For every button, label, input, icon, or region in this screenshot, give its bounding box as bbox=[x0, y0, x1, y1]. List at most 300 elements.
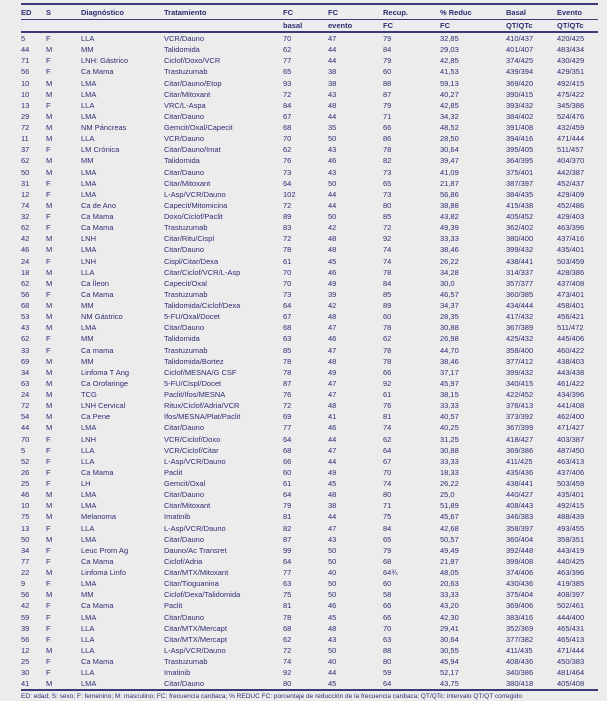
cell-tratamiento: Citar/MTX/Mercapt bbox=[164, 623, 227, 633]
cell-fc_basal: 67 bbox=[283, 111, 292, 121]
cell-diagnostico: Ca Mama bbox=[81, 223, 114, 233]
cell-basal_qt: 384/402 bbox=[506, 111, 534, 121]
cell-diagnostico: NM Páncreas bbox=[81, 123, 127, 132]
cell-tratamiento: L-Asp/VCR/Dauno bbox=[164, 523, 226, 533]
cell-reduc_fc: 45,67 bbox=[440, 512, 459, 522]
cell-basal_qt: 364/395 bbox=[506, 156, 534, 166]
cell-ed: 26 bbox=[21, 467, 30, 477]
cell-recup_fc: 88 bbox=[383, 78, 392, 88]
cell-s: M bbox=[46, 590, 53, 600]
cell-s: M bbox=[46, 490, 53, 500]
cell-fc_basal: 62 bbox=[283, 634, 292, 644]
cell-evento_qt: 511/472 bbox=[557, 323, 584, 333]
table-row bbox=[21, 600, 598, 611]
cell-fc_basal: 62 bbox=[283, 45, 292, 55]
cell-fc_basal: 72 bbox=[283, 200, 292, 210]
cell-s: M bbox=[46, 167, 53, 177]
cell-diagnostico: LLA bbox=[81, 100, 95, 110]
cell-recup_fc: 65 bbox=[383, 534, 392, 544]
cell-recup_fc: 88 bbox=[383, 645, 392, 655]
cell-fc_evento: 50 bbox=[328, 590, 337, 600]
cell-diagnostico: LMA bbox=[81, 679, 97, 689]
cell-fc_basal: 89 bbox=[283, 212, 292, 221]
table-row bbox=[21, 55, 598, 66]
cell-fc_evento: 43 bbox=[328, 534, 337, 544]
cell-ed: 69 bbox=[21, 356, 30, 366]
cell-fc_basal: 61 bbox=[283, 256, 292, 266]
cell-basal_qt: 358/400 bbox=[506, 345, 534, 355]
cell-s: M bbox=[46, 123, 53, 132]
cell-reduc_fc: 59,13 bbox=[440, 78, 459, 88]
col-header-ed: ED bbox=[21, 4, 46, 20]
cell-recup_fc: 64 bbox=[383, 679, 392, 689]
cell-s: M bbox=[46, 312, 53, 322]
cell-s: M bbox=[46, 89, 53, 99]
cell-s: M bbox=[46, 501, 53, 511]
table-row bbox=[21, 211, 598, 222]
cell-diagnostico: LLA bbox=[81, 623, 95, 633]
col-header-diagnostico: Diagnóstico bbox=[81, 4, 164, 20]
cell-evento_qt: 420/425 bbox=[557, 34, 585, 43]
cell-diagnostico: Ca mama bbox=[81, 345, 114, 355]
cell-tratamiento: Citar/Mitoxant bbox=[164, 501, 211, 511]
cell-tratamiento: Capecit/Oxal bbox=[164, 278, 207, 288]
cell-fc_basal: 64 bbox=[283, 301, 292, 310]
cell-tratamiento: Citar/Dauno bbox=[164, 534, 205, 544]
cell-evento_qt: 438/403 bbox=[557, 356, 585, 366]
cell-s: F bbox=[46, 523, 51, 533]
cell-fc_evento: 49 bbox=[328, 278, 337, 288]
cell-fc_evento: 47 bbox=[328, 345, 337, 355]
cell-ed: 52 bbox=[21, 456, 30, 466]
cell-reduc_fc: 30,88 bbox=[440, 445, 459, 455]
cell-diagnostico: Ca Mama bbox=[81, 212, 114, 221]
cell-s: M bbox=[46, 423, 53, 433]
cell-recup_fc: 89 bbox=[383, 301, 392, 310]
cell-s: M bbox=[46, 45, 53, 55]
cell-fc_basal: 61 bbox=[283, 479, 292, 488]
cell-evento_qt: 442/387 bbox=[557, 167, 585, 177]
cell-fc_evento: 44 bbox=[328, 200, 337, 210]
cell-diagnostico: LMA bbox=[81, 245, 97, 255]
cell-reduc_fc: 39,47 bbox=[440, 156, 459, 166]
cell-tratamiento: Gemcit/Oxal/Capecit bbox=[164, 123, 233, 132]
cell-tratamiento: Citar/MTX/Mitoxant bbox=[164, 568, 229, 577]
cell-reduc_fc: 42,85 bbox=[440, 56, 459, 66]
cell-fc_evento: 49 bbox=[328, 367, 337, 377]
cell-basal_qt: 393/432 bbox=[506, 100, 534, 110]
cell-basal_qt: 394/416 bbox=[506, 134, 534, 144]
cell-fc_evento: 48 bbox=[328, 356, 337, 366]
cell-tratamiento: Imatinib bbox=[164, 668, 191, 678]
cell-diagnostico: LNH bbox=[81, 256, 97, 266]
cell-fc_basal: 62 bbox=[283, 145, 292, 155]
cell-fc_basal: 69 bbox=[283, 412, 292, 422]
cell-recup_fc: 65 bbox=[383, 178, 392, 188]
cell-reduc_fc: 21,87 bbox=[440, 178, 459, 188]
cell-basal_qt: 401/407 bbox=[506, 45, 534, 55]
cell-fc_evento: 48 bbox=[328, 100, 337, 110]
col-header-fc-basal-2: basal bbox=[283, 20, 328, 33]
cell-fc_basal: 70 bbox=[283, 134, 292, 144]
cell-ed: 30 bbox=[21, 668, 30, 678]
cell-fc_evento: 47 bbox=[328, 445, 337, 455]
cell-fc_evento: 46 bbox=[328, 267, 337, 277]
cell-ed: 22 bbox=[21, 568, 30, 577]
cell-evento_qt: 452/437 bbox=[557, 178, 585, 188]
cell-ed: 13 bbox=[21, 523, 30, 533]
cell-evento_qt: 502/461 bbox=[557, 601, 585, 611]
cell-s: F bbox=[46, 223, 51, 233]
cell-fc_basal: 68 bbox=[283, 623, 292, 633]
cell-diagnostico: Linfoma T Ang bbox=[81, 367, 130, 377]
cell-recup_fc: 78 bbox=[383, 267, 392, 277]
cell-fc_evento: 44 bbox=[328, 56, 337, 66]
cell-diagnostico: Ca Mama bbox=[81, 556, 114, 566]
cell-recup_fc: 68 bbox=[383, 556, 392, 566]
cell-fc_basal: 82 bbox=[283, 523, 292, 533]
cell-s: M bbox=[46, 645, 53, 655]
cell-fc_basal: 76 bbox=[283, 156, 292, 166]
cell-s: F bbox=[46, 56, 51, 66]
cell-recup_fc: 85 bbox=[383, 212, 392, 221]
cell-reduc_fc: 42,30 bbox=[440, 612, 459, 622]
cell-reduc_fc: 30,88 bbox=[440, 323, 459, 333]
cell-reduc_fc: 31,25 bbox=[440, 434, 459, 444]
cell-ed: 56 bbox=[21, 67, 30, 77]
cell-evento_qt: 511/457 bbox=[557, 145, 584, 155]
cell-diagnostico: Melanoma bbox=[81, 512, 117, 522]
cell-fc_evento: 43 bbox=[328, 145, 337, 155]
cell-diagnostico: LNH Cervical bbox=[81, 401, 126, 411]
table-row bbox=[21, 645, 598, 656]
cell-fc_evento: 41 bbox=[328, 412, 337, 422]
table-row bbox=[21, 111, 598, 122]
cell-basal_qt: 376/413 bbox=[506, 401, 534, 411]
cell-basal_qt: 387/397 bbox=[506, 178, 534, 188]
cell-fc_evento: 42 bbox=[328, 223, 337, 233]
cell-evento_qt: 503/459 bbox=[557, 479, 585, 488]
cell-ed: 63 bbox=[21, 378, 30, 388]
cell-fc_evento: 46 bbox=[328, 334, 337, 344]
cell-diagnostico: LMA bbox=[81, 178, 97, 188]
cell-evento_qt: 435/401 bbox=[557, 245, 585, 255]
cell-fc_basal: 67 bbox=[283, 312, 292, 322]
cell-evento_qt: 465/413 bbox=[557, 634, 585, 644]
cell-tratamiento: Trastuzumab bbox=[164, 345, 208, 355]
cell-diagnostico: Ca Mama bbox=[81, 601, 114, 611]
cell-reduc_fc: 37,17 bbox=[440, 367, 459, 377]
table-row bbox=[21, 612, 598, 623]
cell-recup_fc: 73 bbox=[383, 167, 392, 177]
cell-ed: 25 bbox=[21, 479, 30, 488]
cell-fc_basal: 87 bbox=[283, 534, 292, 544]
table-row bbox=[21, 445, 598, 456]
cell-s: F bbox=[46, 212, 51, 221]
cell-ed: 11 bbox=[21, 134, 29, 144]
cell-reduc_fc: 34,28 bbox=[440, 267, 459, 277]
cell-s: F bbox=[46, 479, 51, 488]
table-row bbox=[21, 155, 598, 166]
cell-tratamiento: L-Asp/VCR/Dauno bbox=[164, 189, 226, 199]
cell-recup_fc: 61 bbox=[383, 390, 392, 399]
cell-evento_qt: 428/386 bbox=[557, 267, 585, 277]
cell-recup_fc: 86 bbox=[383, 134, 392, 144]
cell-reduc_fc: 43,75 bbox=[440, 679, 459, 689]
cell-tratamiento: Talidomida/Bortez bbox=[164, 356, 224, 366]
cell-evento_qt: 358/351 bbox=[557, 534, 585, 544]
cell-reduc_fc: 32,85 bbox=[440, 34, 459, 43]
col-header-ed-2 bbox=[21, 20, 46, 33]
cell-tratamiento: Paclit bbox=[164, 601, 183, 611]
table-row bbox=[21, 267, 598, 278]
cell-recup_fc: 60 bbox=[383, 579, 392, 589]
cell-basal_qt: 373/392 bbox=[506, 412, 534, 422]
cell-ed: 44 bbox=[21, 45, 30, 55]
cell-reduc_fc: 28,35 bbox=[440, 312, 459, 322]
cell-evento_qt: 429/351 bbox=[557, 67, 585, 77]
cell-basal_qt: 380/400 bbox=[506, 234, 534, 244]
cell-evento_qt: 437/406 bbox=[557, 467, 585, 477]
cell-ed: 59 bbox=[21, 612, 30, 622]
cell-fc_evento: 43 bbox=[328, 167, 337, 177]
cell-fc_basal: 76 bbox=[283, 390, 292, 399]
cell-s: F bbox=[46, 178, 51, 188]
cell-fc_evento: 44 bbox=[328, 189, 337, 199]
cell-ed: 34 bbox=[21, 545, 30, 555]
cell-ed: 42 bbox=[21, 601, 30, 611]
cell-reduc_fc: 33,33 bbox=[440, 234, 459, 244]
table-row bbox=[21, 244, 598, 255]
cell-evento_qt: 437/416 bbox=[557, 234, 585, 244]
cell-recup_fc: 84 bbox=[383, 278, 392, 288]
cell-recup_fc: 74 bbox=[383, 423, 392, 433]
cell-fc_basal: 81 bbox=[283, 601, 292, 611]
col-header-fc-basal-1: FC bbox=[283, 4, 328, 20]
cell-basal_qt: 408/443 bbox=[506, 501, 534, 511]
col-header-basal-qt-1: Basal bbox=[506, 4, 557, 20]
cell-recup_fc: 74 bbox=[383, 245, 392, 255]
cell-fc_basal: 78 bbox=[283, 367, 292, 377]
cell-basal_qt: 430/436 bbox=[506, 579, 534, 589]
cell-recup_fc: 67 bbox=[383, 456, 392, 466]
cell-basal_qt: 369/406 bbox=[506, 601, 534, 611]
cell-reduc_fc: 21,87 bbox=[440, 556, 459, 566]
cell-ed: 62 bbox=[21, 156, 30, 166]
cell-tratamiento: VCR/Ciclof/Doxo bbox=[164, 434, 221, 444]
cell-ed: 62 bbox=[21, 334, 30, 344]
cell-ed: 54 bbox=[21, 412, 30, 422]
cell-fc_evento: 38 bbox=[328, 78, 337, 88]
cell-s: M bbox=[46, 390, 53, 399]
cell-fc_evento: 48 bbox=[328, 234, 337, 244]
cell-s: M bbox=[46, 78, 53, 88]
cell-recup_fc: 64¾ bbox=[383, 568, 398, 577]
cell-ed: 9 bbox=[21, 579, 26, 589]
col-header-basal-qt-2: QT/QTc bbox=[506, 20, 557, 33]
cell-ed: 72 bbox=[21, 401, 30, 411]
cell-s: F bbox=[46, 668, 51, 678]
cell-reduc_fc: 18,33 bbox=[440, 467, 459, 477]
table-row bbox=[21, 456, 598, 467]
cell-evento_qt: 450/383 bbox=[557, 657, 585, 666]
cell-recup_fc: 62 bbox=[383, 434, 392, 444]
cell-tratamiento: Trastuzumab bbox=[164, 657, 208, 666]
cell-evento_qt: 524/476 bbox=[557, 111, 585, 121]
cell-reduc_fc: 41,53 bbox=[440, 67, 459, 77]
table-row bbox=[21, 411, 598, 422]
cell-fc_evento: 44 bbox=[328, 668, 337, 678]
table-row bbox=[21, 178, 598, 189]
cell-recup_fc: 78 bbox=[383, 345, 392, 355]
cell-fc_evento: 44 bbox=[328, 456, 337, 466]
cell-fc_basal: 83 bbox=[283, 223, 292, 233]
cell-reduc_fc: 30,0 bbox=[440, 278, 455, 288]
table-row bbox=[21, 32, 598, 44]
cell-reduc_fc: 40,57 bbox=[440, 412, 459, 422]
table-row bbox=[21, 389, 598, 400]
cell-reduc_fc: 56,86 bbox=[440, 189, 459, 199]
cell-reduc_fc: 33,33 bbox=[440, 401, 459, 411]
cell-evento_qt: 465/431 bbox=[557, 623, 585, 633]
cell-recup_fc: 84 bbox=[383, 45, 392, 55]
table-row bbox=[21, 256, 598, 267]
cell-s: F bbox=[46, 34, 51, 43]
cell-evento_qt: 471/444 bbox=[557, 645, 585, 655]
col-header-diag-2 bbox=[81, 20, 164, 33]
cell-fc_evento: 44 bbox=[328, 434, 337, 444]
cell-fc_basal: 63 bbox=[283, 334, 292, 344]
cell-diagnostico: LLA bbox=[81, 445, 95, 455]
cell-basal_qt: 369/386 bbox=[506, 445, 534, 455]
cell-basal_qt: 438/441 bbox=[506, 479, 534, 488]
table-row bbox=[21, 356, 598, 367]
cell-reduc_fc: 38,15 bbox=[440, 390, 459, 399]
cell-evento_qt: 444/400 bbox=[557, 612, 585, 622]
table-row bbox=[21, 289, 598, 300]
cell-fc_evento: 49 bbox=[328, 467, 337, 477]
patients-table bbox=[21, 3, 598, 691]
cell-reduc_fc: 33,33 bbox=[440, 456, 459, 466]
cell-evento_qt: 463/396 bbox=[557, 223, 585, 233]
cell-tratamiento: Citar/Dauno/Imat bbox=[164, 145, 221, 155]
cell-fc_basal: 70 bbox=[283, 34, 292, 43]
cell-recup_fc: 66 bbox=[383, 367, 392, 377]
cell-ed: 41 bbox=[21, 679, 30, 689]
cell-s: F bbox=[46, 657, 51, 666]
cell-diagnostico: LMA bbox=[81, 78, 97, 88]
cell-s: F bbox=[46, 623, 51, 633]
cell-fc_basal: 87 bbox=[283, 378, 292, 388]
cell-diagnostico: LLA bbox=[81, 668, 95, 678]
cell-basal_qt: 374/406 bbox=[506, 568, 534, 577]
cell-ed: 53 bbox=[21, 312, 30, 322]
cell-fc_basal: 65 bbox=[283, 67, 292, 77]
cell-tratamiento: 5-FU/Cispl/Docet bbox=[164, 378, 222, 388]
cell-evento_qt: 475/422 bbox=[557, 89, 585, 99]
cell-fc_basal: 77 bbox=[283, 423, 292, 433]
table-row bbox=[21, 44, 598, 55]
cell-diagnostico: NM Gástrico bbox=[81, 312, 123, 322]
cell-fc_basal: 99 bbox=[283, 545, 292, 555]
cell-basal_qt: 377/382 bbox=[506, 634, 534, 644]
cell-fc_evento: 46 bbox=[328, 423, 337, 433]
table-row bbox=[21, 500, 598, 511]
cell-recup_fc: 81 bbox=[383, 412, 392, 422]
col-header-evento-qt-2: QT/QTc bbox=[557, 20, 598, 33]
cell-tratamiento: Citar/Dauno bbox=[164, 679, 205, 689]
table-row bbox=[21, 300, 598, 311]
cell-fc_basal: 81 bbox=[283, 512, 292, 522]
cell-tratamiento: Ciclof/Doxo/VCR bbox=[164, 56, 221, 66]
cell-tratamiento: 5-FU/Oxal/Docet bbox=[164, 312, 220, 322]
cell-basal_qt: 384/435 bbox=[506, 189, 534, 199]
cell-ed: 25 bbox=[21, 657, 30, 666]
cell-basal_qt: 415/438 bbox=[506, 200, 534, 210]
cell-s: F bbox=[46, 345, 51, 355]
table-body bbox=[21, 32, 598, 690]
col-header-reduc-fc-1: % Reduc bbox=[440, 4, 506, 20]
cell-diagnostico: LLA bbox=[81, 134, 95, 144]
cell-tratamiento: Ciclof/Adria bbox=[164, 556, 203, 566]
table-row bbox=[21, 89, 598, 100]
cell-tratamiento: VCR/Ciclof/Citar bbox=[164, 445, 219, 455]
cell-diagnostico: LMA bbox=[81, 423, 97, 433]
table-row bbox=[21, 434, 598, 445]
cell-evento_qt: 493/455 bbox=[557, 523, 585, 533]
table-row bbox=[21, 467, 598, 478]
cell-reduc_fc: 48,05 bbox=[440, 568, 459, 577]
cell-recup_fc: 78 bbox=[383, 323, 392, 333]
cell-evento_qt: 443/419 bbox=[557, 545, 585, 555]
cell-fc_basal: 77 bbox=[283, 56, 292, 66]
cell-tratamiento: Ritux/Ciclof/Adria/VCR bbox=[164, 401, 240, 411]
cell-fc_evento: 40 bbox=[328, 568, 337, 577]
cell-ed: 31 bbox=[21, 178, 30, 188]
cell-evento_qt: 345/386 bbox=[557, 100, 585, 110]
cell-reduc_fc: 38,46 bbox=[440, 245, 459, 255]
cell-recup_fc: 78 bbox=[383, 145, 392, 155]
col-header-reduc-fc-2: FC bbox=[440, 20, 506, 33]
cell-recup_fc: 84 bbox=[383, 523, 392, 533]
cell-fc_evento: 44 bbox=[328, 45, 337, 55]
cell-fc_basal: 74 bbox=[283, 657, 292, 666]
cell-ed: 75 bbox=[21, 512, 30, 522]
cell-evento_qt: 460/422 bbox=[557, 345, 585, 355]
cell-s: M bbox=[46, 512, 53, 522]
col-header-evento-qt-1: Evento bbox=[557, 4, 598, 20]
cell-recup_fc: 75 bbox=[383, 512, 392, 522]
cell-fc_evento: 47 bbox=[328, 34, 337, 43]
cell-recup_fc: 66 bbox=[383, 601, 392, 611]
cell-recup_fc: 66 bbox=[383, 123, 392, 132]
cell-basal_qt: 352/369 bbox=[506, 623, 534, 633]
cell-tratamiento: Citar/Dauno bbox=[164, 490, 205, 500]
cell-evento_qt: 471/427 bbox=[557, 423, 585, 433]
cell-basal_qt: 399/408 bbox=[506, 556, 534, 566]
cell-recup_fc: 92 bbox=[383, 234, 392, 244]
cell-tratamiento: Trastuzumab bbox=[164, 67, 208, 77]
cell-evento_qt: 461/422 bbox=[557, 378, 585, 388]
table-row bbox=[21, 478, 598, 489]
cell-evento_qt: 408/397 bbox=[557, 590, 585, 600]
cell-diagnostico: LMA bbox=[81, 534, 97, 544]
cell-s: F bbox=[46, 445, 51, 455]
cell-ed: 39 bbox=[21, 623, 30, 633]
cell-tratamiento: Trastuzumab bbox=[164, 223, 208, 233]
cell-tratamiento: Talidomida/Ciclof/Dexa bbox=[164, 301, 241, 310]
table-row bbox=[21, 345, 598, 356]
